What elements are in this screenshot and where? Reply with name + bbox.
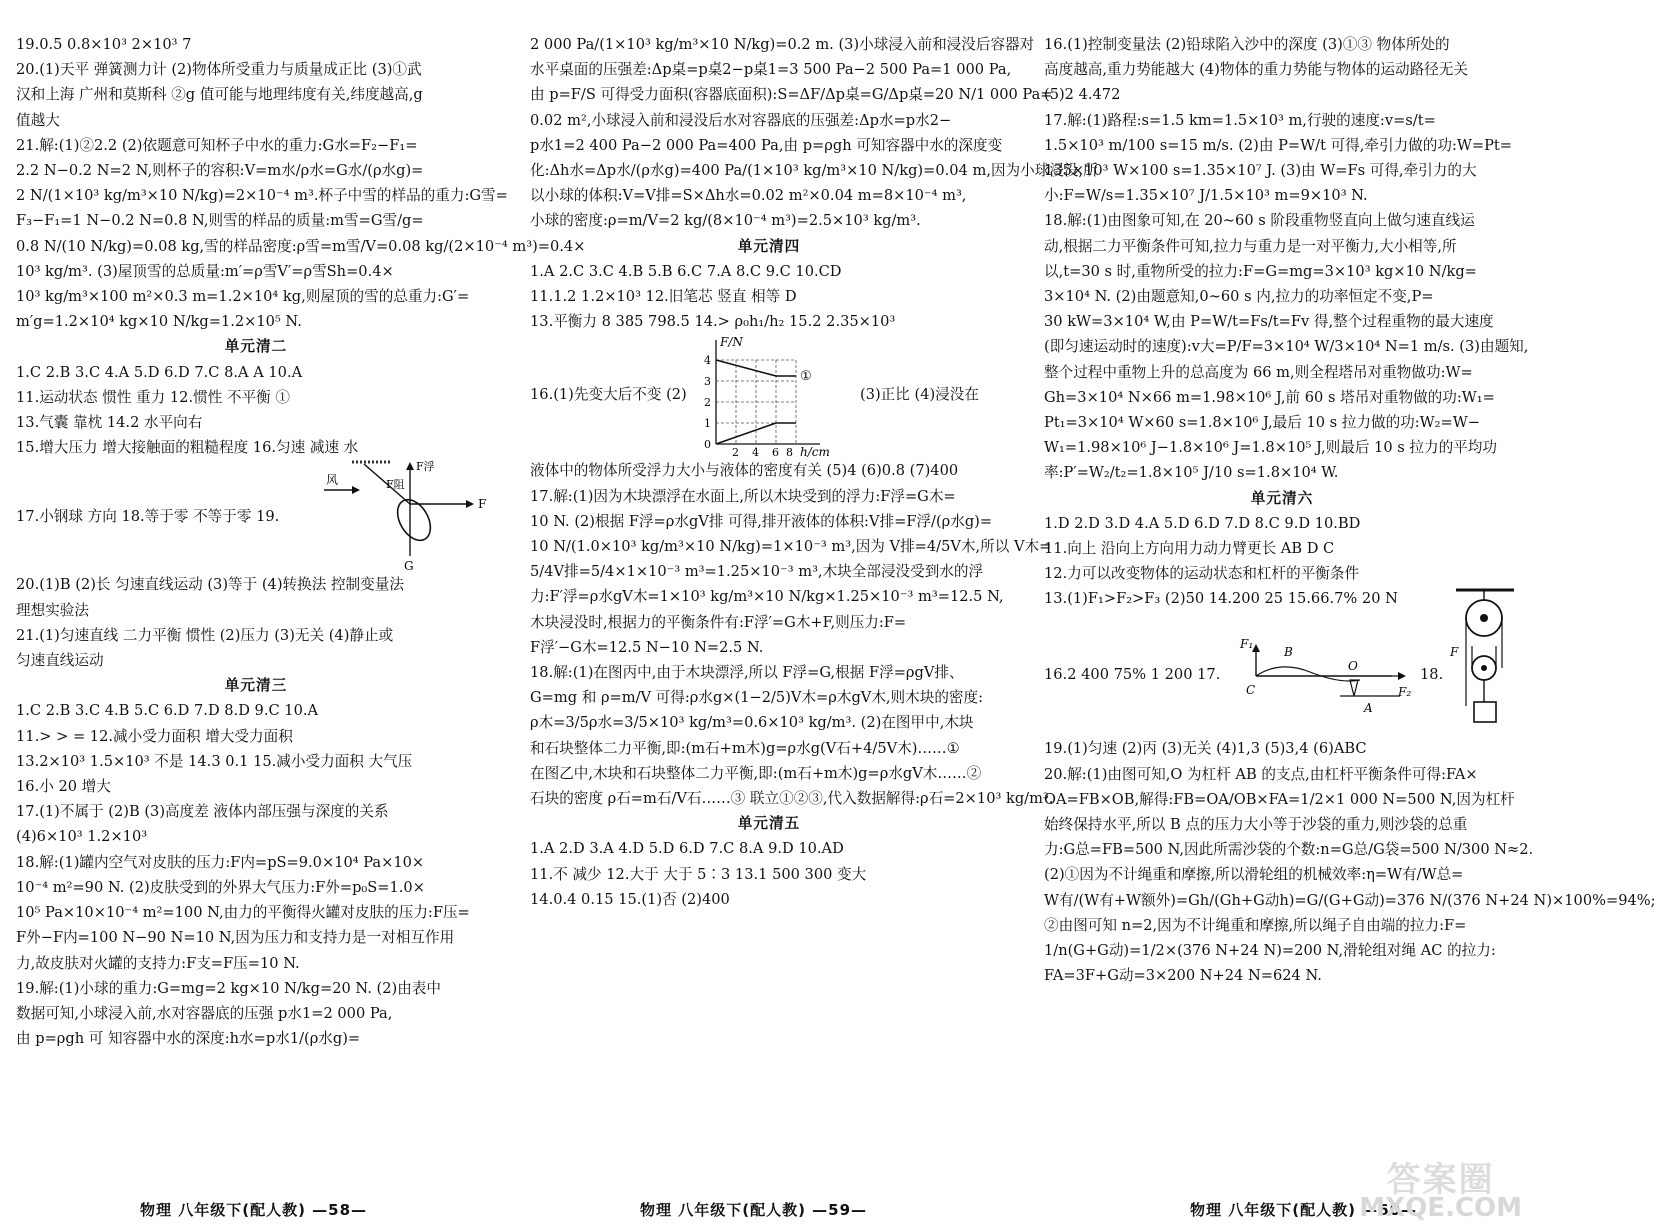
- c-label: C: [1246, 683, 1256, 698]
- text-line: 3×10⁴ N. (2)由题意知,0~60 s 内,拉力的功率恒定不变,P=: [1044, 288, 1434, 306]
- text-line: 由 p=ρgh 可 知容器中水的深度:h水=p水1/(ρ水g)=: [16, 1030, 361, 1048]
- page-footer-58: 物理 八年级下(配人教) —58—: [140, 1201, 368, 1219]
- text-line: 2 000 Pa/(1×10³ kg/m³×10 N/kg)=0.2 m. (3)小球浸入前和浸没后容器对: [530, 36, 1035, 53]
- text-line: 在图乙中,木块和石块整体二力平衡,即:(m石+m木)g=ρ水gV木……②: [530, 764, 982, 782]
- text-line: 11.> > = 12.减小受力面积 增大受力面积: [16, 727, 293, 745]
- y-axis-label: F/N: [720, 335, 743, 350]
- section-heading: 单元清三: [224, 677, 288, 695]
- text-line: 135×10³ W×100 s=1.35×10⁷ J. (3)由 W=Fs 可得,牵引力的大: [1044, 162, 1477, 180]
- x-tick: 6: [772, 446, 779, 460]
- text-line: 木块浸没时,根据力的平衡条件有:F浮′=G木+F,则压力:F=: [530, 613, 907, 631]
- text-line: 2 N/(1×10³ kg/m³×10 N/kg)=2×10⁻⁴ m³.杯子中雪的样品的重力:G雪=: [16, 187, 508, 205]
- text-line: OA=FB×OB,解得:FB=OA/OB×FA=1/2×1 000 N=500 N,因为杠杆: [1044, 790, 1515, 808]
- text-line: 20.(1)B (2)长 匀速直线运动 (3)等于 (4)转换法 控制变量法: [16, 576, 404, 594]
- text-line: 14.0.4 0.15 15.(1)否 (2)400: [530, 890, 730, 908]
- y-tick: 1: [704, 417, 711, 431]
- text-line: 18.解:(1)由图象可知,在 20~60 s 阶段重物竖直向上做匀速直线运: [1044, 212, 1475, 230]
- text-line: 石块的密度 ρ石=m石/V石……③ 联立①②③,代入数据解得:ρ石=2×10³ kg/m³.: [530, 790, 1054, 808]
- buoyancy-label: F浮: [416, 460, 435, 474]
- watermark-text: 答案圈: [1386, 1160, 1495, 1200]
- text-line: 1.C 2.B 3.C 4.A 5.D 6.D 7.C 8.A A 10.A: [16, 363, 303, 381]
- o-label: O: [1348, 659, 1358, 674]
- text-line: 10³ kg/m³×100 m²×0.3 m=1.2×10⁴ kg,则屋顶的雪的总重力:G′=: [16, 288, 470, 306]
- watermark-logo: [1359, 1160, 1522, 1223]
- text-line: (即匀速运动时的速度):v大=P/F=3×10⁴ W/3×10⁴ N=1 m/s. (3)由题知,: [1044, 338, 1529, 356]
- force-label: F: [478, 497, 487, 512]
- text-line: 10 N. (2)根据 F浮=ρ水gV排 可得,排开液体的体积:V排=F浮/(ρ水g)=: [530, 512, 993, 530]
- y-tick: 0: [704, 438, 711, 452]
- text-line: 1/n(G+G动)=1/2×(376 N+24 N)=200 N,滑轮组对绳 AC 的拉力:: [1044, 942, 1496, 960]
- x-tick: 8: [786, 446, 793, 460]
- text-line: 数据可知,小球浸入前,水对容器底的压强 p水1=2 000 Pa,: [16, 1004, 393, 1022]
- text-line: 16.2 400 75% 1 200 17.: [1044, 666, 1221, 684]
- text-line: 力:G总=FB=500 N,因此所需沙袋的个数:n=G总/G袋=500 N/300 N≈2.: [1044, 841, 1534, 859]
- column-left: [16, 32, 586, 1188]
- text-line: 21.解:(1)②2.2 (2)依题意可知杯子中水的重力:G水=F₂−F₁=: [16, 136, 418, 154]
- text-line: 力,故皮肤对火罐的支持力:F支=F压=10 N.: [16, 954, 300, 972]
- text-line: 水平桌面的压强差:Δp桌=p桌2−p桌1=3 500 Pa−2 500 Pa=1 000 Pa,: [530, 61, 1012, 79]
- text-line: W₁=1.98×10⁶ J−1.8×10⁶ J=1.8×10⁵ J,则最后 10 s 拉力的平均功: [1044, 439, 1497, 457]
- text-line: F外−F内=100 N−90 N=10 N,因为压力和支持力是一对相互作用: [16, 929, 455, 947]
- text-line: 16.小 20 增大: [16, 778, 111, 796]
- section-heading: 单元清二: [224, 338, 288, 356]
- y-tick: 3: [704, 375, 711, 389]
- text-line: 10⁵ Pa×10×10⁻⁴ m²=100 N,由力的平衡得火罐对皮肤的压力:F压=: [16, 904, 470, 922]
- text-line: 以,t=30 s 时,重物所受的拉力:F=G=mg=3×10³ kg×10 N/kg=: [1044, 262, 1477, 280]
- text-line: 以小球的体积:V=V排=S×Δh水=0.02 m²×0.04 m=8×10⁻⁴ m³,: [530, 187, 967, 205]
- a-label: A: [1364, 701, 1373, 716]
- text-line: 1.A 2.D 3.A 4.D 5.D 6.D 7.C 8.A 9.D 10.AD: [530, 840, 844, 858]
- force-diagram: [316, 460, 516, 572]
- text-line: 整个过程中重物上升的总高度为 66 m,则全程塔吊对重物做功:W=: [1044, 363, 1473, 381]
- pulley-force-label: F: [1450, 645, 1459, 660]
- text-line: 19.0.5 0.8×10³ 2×10³ 7: [16, 36, 192, 53]
- text-line: 15.增大压力 增大接触面的粗糙程度 16.匀速 减速 水: [16, 439, 359, 457]
- text-line: 率:P′=W₂/t₂=1.8×10⁵ J/10 s=1.8×10⁴ W.: [1044, 464, 1339, 482]
- text-line: 0.8 N/(10 N/kg)=0.08 kg,雪的样品密度:ρ雪=m雪/V=0.08 kg/(2×10⁻⁴ m³)=0.4×: [16, 237, 586, 255]
- page-footer-60: 物理 八年级下(配人教) —60—: [1190, 1201, 1418, 1219]
- text-line: 12.力可以改变物体的运动状态和杠杆的平衡条件: [1044, 565, 1360, 583]
- text-line: 10 N/(1.0×10³ kg/m³×10 N/kg)=1×10⁻³ m³,因为 V排=4/5V木,所以 V木=: [530, 538, 1052, 556]
- text-line: ρ木=3/5ρ水=3/5×10³ kg/m³=0.6×10³ kg/m³. (2)在图甲中,木块: [530, 714, 974, 732]
- text-line: 19.解:(1)小球的重力:G=mg=2 kg×10 N/kg=20 N. (2)由表中: [16, 979, 441, 997]
- text-line: 11.不 减少 12.大于 大于 5∶3 13.1 500 300 变大: [530, 865, 867, 883]
- text-line: 和石块整体二力平衡,即:(m石+m木)g=ρ水g(V石+4/5V木)……①: [530, 739, 960, 757]
- lever-pulley-figure: [1044, 586, 1520, 736]
- text-line: 18.: [1420, 666, 1444, 684]
- text-line: 1.5×10³ m/100 s=15 m/s. (2)由 P=W/t 可得,牵引力做的功:W=Pt=: [1044, 136, 1513, 154]
- text-line: (2)①因为不计绳重和摩擦,所以滑轮组的机械效率:η=W有/W总=: [1044, 866, 1464, 884]
- text-line: 13.气囊 靠枕 14.2 水平向右: [16, 414, 203, 432]
- text-line: 18.解:(1)罐内空气对皮肤的压力:F内=pS=9.0×10⁴ Pa×10×: [16, 853, 425, 871]
- drag-label: F阻: [386, 478, 405, 492]
- lever-diagram: [1240, 636, 1410, 726]
- section-heading: 单元清五: [737, 815, 801, 833]
- text-line: 0.02 m²,小球浸入前和浸没后水对容器底的压强差:Δp水=p水2−: [530, 111, 952, 129]
- text-line: 21.(1)匀速直线 二力平衡 惯性 (2)压力 (3)无关 (4)静止或: [16, 626, 394, 644]
- text-line: 10⁻⁴ m²=90 N. (2)皮肤受到的外界大气压力:F外=p₀S=1.0×: [16, 878, 425, 896]
- text-line: 匀速直线运动: [16, 652, 104, 670]
- text-line: 13.2×10³ 1.5×10³ 不是 14.3 0.1 15.减小受力面积 大气压: [16, 752, 413, 770]
- text-line: 1.C 2.B 3.C 4.B 5.C 6.D 7.D 8.D 9.C 10.A: [16, 702, 319, 720]
- text-line: W有/(W有+W额外)=Gh/(Gh+G动h)=G/(G+G动)=376 N/(376 N+24 N)×100%=94%;: [1044, 891, 1656, 909]
- force-depth-graph: [696, 334, 846, 458]
- column-right: [1044, 32, 1656, 1188]
- text-line: 理想实验法: [16, 601, 89, 619]
- text-line: 值越大: [16, 111, 60, 129]
- buoyancy-graph-figure: [530, 334, 1008, 458]
- f2-label: F₂: [1398, 685, 1412, 700]
- text-line: 由 p=F/S 可得受力面积(容器底面积):S=ΔF/Δp桌=G/Δp桌=20 N/1 000 Pa=: [530, 86, 1053, 104]
- text-line: 液体中的物体所受浮力大小与液体的密度有关 (5)4 (6)0.8 (7)400: [530, 462, 959, 480]
- text-line: (5)2 4.472: [1044, 86, 1121, 104]
- text-line: 19.(1)匀速 (2)丙 (3)无关 (4)1,3 (5)3,4 (6)ABC: [1044, 740, 1367, 758]
- text-line: Pt₁=3×10⁴ W×60 s=1.8×10⁶ J,最后 10 s 拉力做的功:W₂=W−: [1044, 414, 1480, 432]
- watermark-url: MXQE.COM: [1359, 1193, 1522, 1223]
- text-line: 动,根据二力平衡条件可知,拉力与重力是一对平衡力,大小相等,所: [1044, 237, 1457, 255]
- text-line: 化:Δh水=Δp水/(ρ水g)=400 Pa/(1×10³ kg/m³×10 N/kg)=0.04 m,因为小球浸没,所: [530, 162, 1098, 180]
- text-line: F₃−F₁=1 N−0.2 N=0.8 N,则雪的样品的质量:m雪=G雪/g=: [16, 212, 424, 230]
- f1-label: F₁: [1240, 637, 1254, 652]
- force-diagram-figure: [16, 460, 496, 572]
- text-line: 10³ kg/m³. (3)屋顶雪的总质量:m′=ρ雪V′=ρ雪Sh=0.4×: [16, 262, 394, 280]
- text-line: 5/4V排=5/4×1×10⁻³ m³=1.25×10⁻³ m³,木块全部浸没受到水的浮: [530, 563, 984, 581]
- text-line: Gh=3×10⁴ N×66 m=1.98×10⁶ J,前 60 s 塔吊对重物做的功:W₁=: [1044, 388, 1495, 406]
- text-line: 18.解:(1)在图丙中,由于木块漂浮,所以 F浮=G,根据 F浮=ρgV排、: [530, 664, 964, 682]
- text-line: 小球的密度:ρ=m/V=2 kg/(8×10⁻⁴ m³)=2.5×10³ kg/m³.: [530, 212, 921, 230]
- text-line: 力:F′浮=ρ水gV木=1×10³ kg/m³×10 N/kg×1.25×10⁻³ m³=12.5 N,: [530, 588, 1004, 606]
- text-line: 1.D 2.D 3.D 4.A 5.D 6.D 7.D 8.C 9.D 10.BD: [1044, 514, 1361, 532]
- text-line: F浮′−G木=12.5 N−10 N=2.5 N.: [530, 638, 764, 656]
- text-line: 始终保持水平,所以 B 点的压力大小等于沙袋的重力,则沙袋的总重: [1044, 816, 1468, 834]
- text-line: (3)正比 (4)浸没在: [860, 386, 979, 404]
- text-line: 11.1.2 1.2×10³ 12.旧笔芯 竖直 相等 D: [530, 288, 797, 306]
- y-tick: 2: [704, 396, 711, 410]
- text-line: 17.解:(1)路程:s=1.5 km=1.5×10³ m,行驶的速度:v=s/t=: [1044, 111, 1436, 129]
- text-line: 16.(1)先变大后不变 (2): [530, 386, 687, 404]
- text-line: 11.向上 沿向上方向用力动力臂更长 AB D C: [1044, 540, 1335, 558]
- text-line: 2.2 N−0.2 N=2 N,则杯子的容积:V=m水/ρ水=G水/(ρ水g)=: [16, 162, 424, 180]
- text-line: 17.小钢球 方向 18.等于零 不等于零 19.: [16, 508, 280, 526]
- text-line: 小:F=W/s=1.35×10⁷ J/1.5×10³ m=9×10³ N.: [1044, 187, 1368, 205]
- gravity-label: G: [404, 559, 414, 574]
- text-line: 17.(1)不属于 (2)B (3)高度差 液体内部压强与深度的关系: [16, 803, 389, 821]
- page-footer-59: 物理 八年级下(配人教) —59—: [640, 1201, 868, 1219]
- text-line: (4)6×10³ 1.2×10³: [16, 828, 148, 846]
- text-line: FA=3F+G动=3×200 N+24 N=624 N.: [1044, 967, 1322, 985]
- text-line: 汉和上海 广州和莫斯科 ②g 值可能与地理纬度有关,纬度越高,g: [16, 86, 423, 104]
- text-line: m′g=1.2×10⁴ kg×10 N/kg=1.2×10⁵ N.: [16, 313, 302, 331]
- b-label: B: [1284, 645, 1293, 660]
- text-line: 13.平衡力 8 385 798.5 14.> ρ₀h₁/h₂ 15.2 2.35×10³: [530, 313, 896, 331]
- section-heading: 单元清四: [737, 237, 801, 255]
- x-tick: 2: [732, 446, 739, 460]
- text-line: ②由图可知 n=2,因为不计绳重和摩擦,所以绳子自由端的拉力:F=: [1044, 916, 1467, 934]
- text-line: 高度越高,重力势能越大 (4)物体的重力势能与物体的运动路径无关: [1044, 61, 1468, 79]
- text-line: G=mg 和 ρ=m/V 可得:ρ水g×(1−2/5)V木=ρ木gV木,则木块的密度:: [530, 689, 984, 707]
- wind-label: 风: [326, 473, 339, 488]
- curve-marker: ①: [800, 369, 812, 385]
- section-heading: 单元清六: [1250, 489, 1314, 507]
- text-line: p水1=2 400 Pa−2 000 Pa=400 Pa,由 p=ρgh 可知容器中水的深度变: [530, 136, 1003, 154]
- x-axis-label: h/cm: [800, 445, 830, 460]
- x-tick: 4: [752, 446, 759, 460]
- text-line: 20.解:(1)由图可知,O 为杠杆 AB 的支点,由杠杆平衡条件可得:FA×: [1044, 765, 1478, 783]
- text-line: 16.(1)控制变量法 (2)铅球陷入沙中的深度 (3)①③ 物体所处的: [1044, 36, 1450, 53]
- text-line: 11.运动状态 惯性 重力 12.惯性 不平衡 ①: [16, 388, 290, 406]
- pulley-diagram: [1450, 586, 1520, 734]
- text-line: 30 kW=3×10⁴ W,由 P=W/t=Fs/t=Fv 得,整个过程重物的最大速度: [1044, 313, 1494, 331]
- text-line: 20.(1)天平 弹簧测力计 (2)物体所受重力与质量成正比 (3)①武: [16, 61, 422, 79]
- y-tick: 4: [704, 354, 711, 368]
- text-line: 17.解:(1)因为木块漂浮在水面上,所以木块受到的浮力:F浮=G木=: [530, 487, 956, 505]
- text-line: 1.A 2.C 3.C 4.B 5.B 6.C 7.A 8.C 9.C 10.CD: [530, 262, 842, 280]
- text-line: 13.(1)F₁>F₂>F₃ (2)50 14.200 25 15.66.7% 20 N: [1044, 590, 1398, 608]
